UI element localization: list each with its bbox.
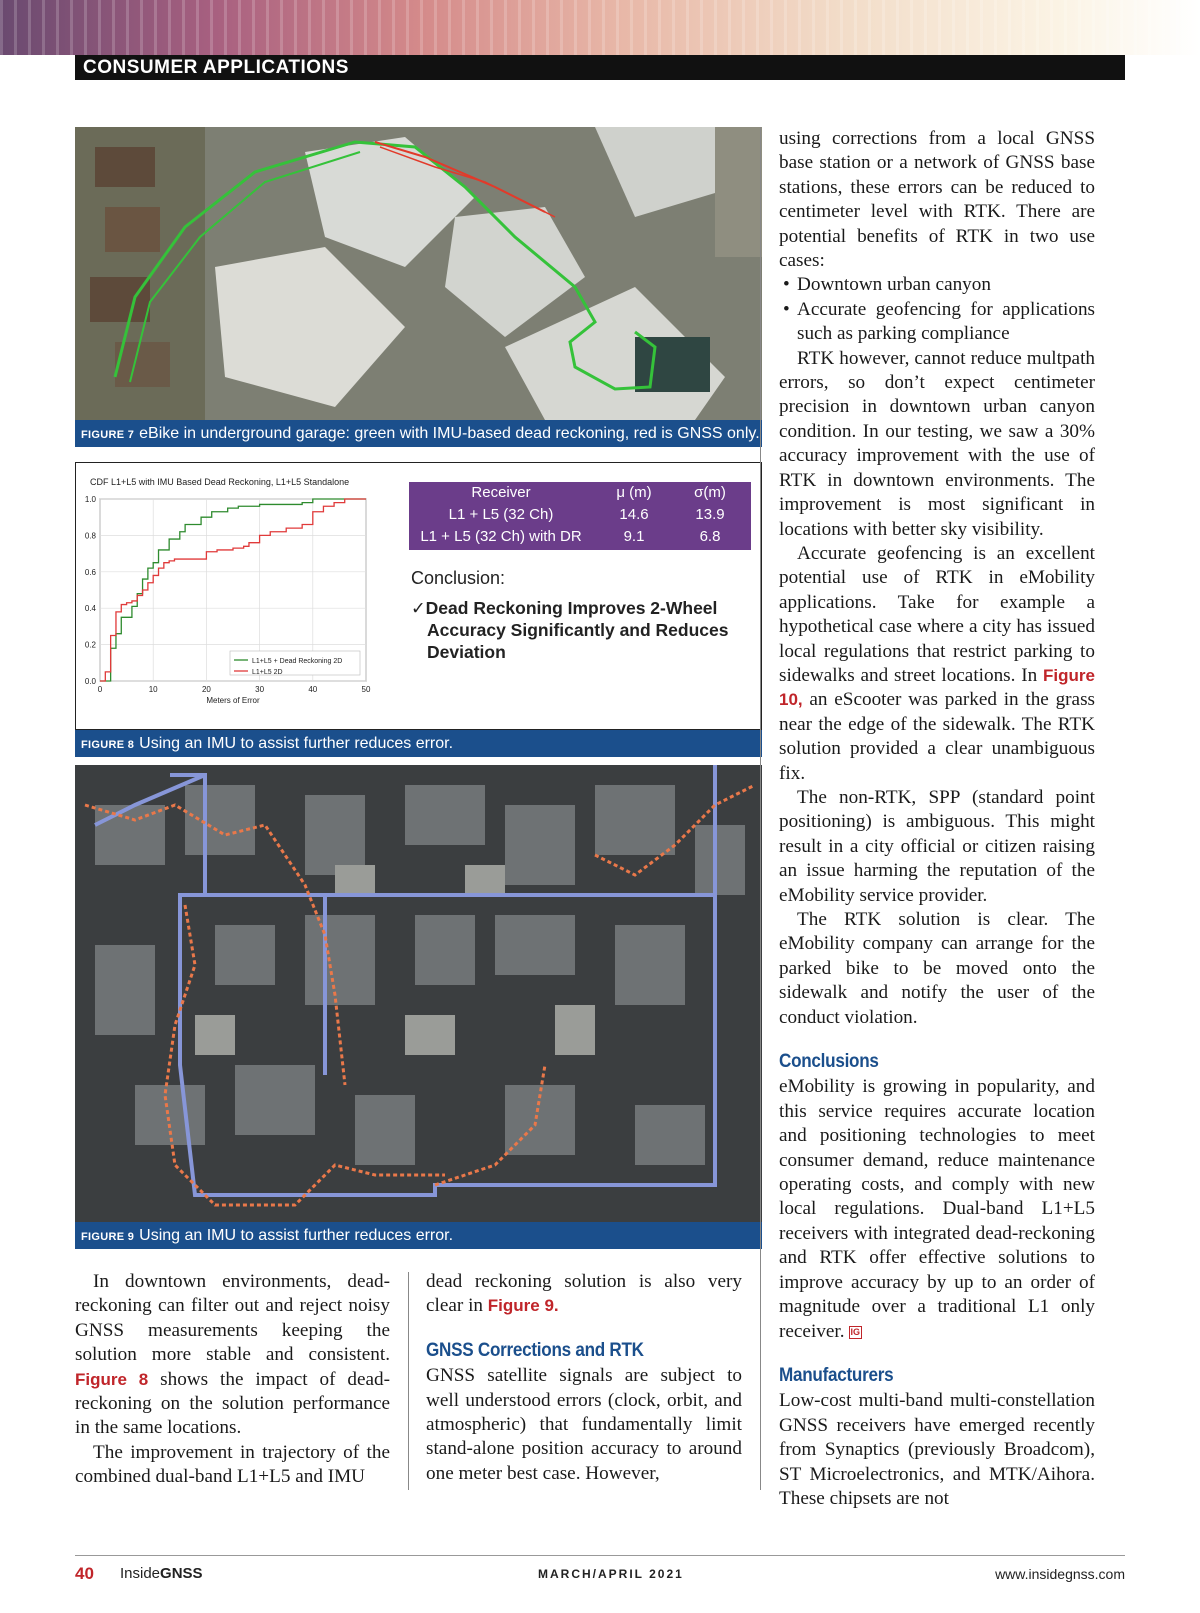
figure-7: [75, 127, 762, 447]
stats-header-row: Receiver μ (m) σ(m): [471, 484, 726, 501]
end-mark-icon: IG: [850, 1326, 861, 1337]
chart-title: CDF L1+L5 with IMU Based Dead Reckoning, L1+L5 Standalone: [90, 477, 350, 487]
paragraph: Low-cost multi-band multi-constellation GNSS receivers have emerged recently from Synaptics (previously Broadcom), ST Microelectronics, and MTK/Aihora. These chipsets are not: [779, 1390, 1095, 1509]
x-tick-label: 0: [97, 685, 103, 694]
magazine-name: InsideGNSS: [120, 1565, 203, 1582]
y-tick-label: 0.4: [84, 604, 96, 614]
paragraph: RTK however, cannot reduce multpath errors, so don’t expect centimeter precision in downtown urban canyon condition. In our testing, we saw a 30% accuracy improvement with the use of RTK in downtown environments. The improvement is most significant in locations with better sky visibility.: [779, 347, 1095, 540]
figure-9-reference: Figure 9.: [487, 1296, 559, 1316]
section-heading: Manufacturers: [779, 1364, 894, 1386]
x-tick-label: 10: [148, 685, 158, 694]
stats-row: L1 + L5 (32 Ch) with DR 9.1 6.8: [420, 528, 721, 545]
figure-7-caption: FIGURE 7 eBike in underground garage: green with IMU-based dead reckoning, red is GNSS only.: [75, 420, 762, 447]
paragraph: In downtown environments, dead-reckoning can filter out and reject noisy GNSS measurements keeping the solution more stable and consistent. Figure 8 shows the impact of dead-reckoning on the solution performance in the same locations.: [75, 1271, 390, 1439]
x-tick-label: 30: [255, 685, 265, 694]
section-heading: GNSS Corrections and RTK: [426, 1339, 644, 1361]
x-tick-label: 50: [361, 685, 371, 694]
y-tick-label: 0.0: [84, 677, 96, 686]
paragraph: Accurate geofencing is an excellent potential use of RTK in eMobility applications. Take for example a hypothetical case where a city has issued local regulations that restrict parking to sidewalks and street locations. In Figure 10, an eScooter was parked in the grass near the edge of the sidewalk. The RTK solution provided a clear unambiguous fix.: [779, 542, 1096, 784]
stats-table: [409, 482, 751, 550]
x-tick-label: 40: [308, 685, 318, 694]
legend-label: L1+L5 2D: [252, 669, 283, 676]
figure-8-reference: Figure 8: [75, 1369, 149, 1389]
paragraph: using corrections from a local GNSS base station or a network of GNSS base stations, these errors can be reduced to centimeter level with RTK. There are potential benefits of RTK in two use cases:: [779, 128, 1095, 272]
y-tick-label: 1.0: [84, 495, 96, 504]
figure-9: [75, 765, 762, 1249]
article-column-2: [426, 1270, 742, 1486]
figure-9-caption: FIGURE 9 Using an IMU to assist further reduces error.: [75, 1222, 762, 1249]
bullet-item: • Downtown urban canyon: [779, 273, 1095, 297]
bullet-item: • Accurate geofencing for applications such as parking compliance: [779, 298, 1095, 347]
page-number: 40: [75, 1564, 94, 1583]
figure-8-conclusion: Conclusion: ✓Dead Reckoning Improves 2-Wheel Accuracy Significantly and Reduces Deviation: [411, 568, 729, 662]
column-divider: [760, 127, 761, 1490]
y-tick-label: 0.6: [84, 567, 96, 577]
paragraph: The improvement in trajectory of the combined dual-band L1+L5 and IMU: [75, 1441, 390, 1488]
article-column-1: [75, 1270, 390, 1490]
paragraph: The RTK solution is clear. The eMobility company can arrange for the parked bike to be moved onto the sidewalk and notify the user of the conduct violation.: [779, 909, 1095, 1028]
cdf-chart: [76, 463, 406, 729]
paragraph: GNSS satellite signals are subject to well understood errors (clock, orbit, and atmospheric) that fundamentally limit stand-alone position accuracy to around one meter best case. However,: [426, 1365, 742, 1484]
figure-8-panel: [75, 462, 762, 730]
section-header: [75, 55, 1125, 80]
figure-8: [75, 462, 762, 757]
paragraph: The non-RTK, SPP (standard point positioning) is ambiguous. This might result in a city official or citizen raising an issue harming the reputation of the eMobility service provider.: [779, 786, 1095, 906]
top-banner: [0, 0, 1200, 55]
paragraph: dead reckoning solution is also very clear in Figure 9.: [426, 1271, 742, 1317]
bullet-list: [779, 273, 1095, 346]
issue-date: MARCH/APRIL 2021: [538, 1567, 684, 1581]
footer-rule: [75, 1555, 1125, 1556]
y-tick-label: 0.8: [84, 531, 96, 541]
section-heading: Conclusions: [779, 1051, 879, 1073]
column-divider: [408, 1272, 409, 1490]
section-title: CONSUMER APPLICATIONS: [83, 57, 349, 78]
figure-8-caption: FIGURE 8 Using an IMU to assist further reduces error.: [75, 730, 762, 757]
stats-row: L1 + L5 (32 Ch) 14.6 13.9: [448, 506, 725, 523]
website-url: www.insidegnss.com: [995, 1566, 1125, 1582]
paragraph: eMobility is growing in popularity, and this service requires accurate location and positioning technologies to meet consumer demand, reduce maintenance operating costs, and comply with new local regulations. Dual-band L1+L5 receivers with integrated dead-reckoning and RTK offer effective solutions to improve accuracy by up to an order of magnitude over a traditional L1 only receiver. IG: [779, 1076, 1095, 1342]
legend-label: L1+L5 + Dead Reckoning 2D: [252, 658, 343, 665]
figure-7-aerial-image: [75, 127, 762, 420]
x-tick-label: 20: [201, 685, 211, 694]
figure-9-aerial-image: [75, 765, 762, 1222]
x-axis-label: Meters of Error: [206, 696, 260, 705]
y-tick-label: 0.2: [84, 640, 96, 650]
figure-10-reference: Figure 10,: [779, 665, 1095, 710]
article-column-3: [779, 127, 1095, 1511]
